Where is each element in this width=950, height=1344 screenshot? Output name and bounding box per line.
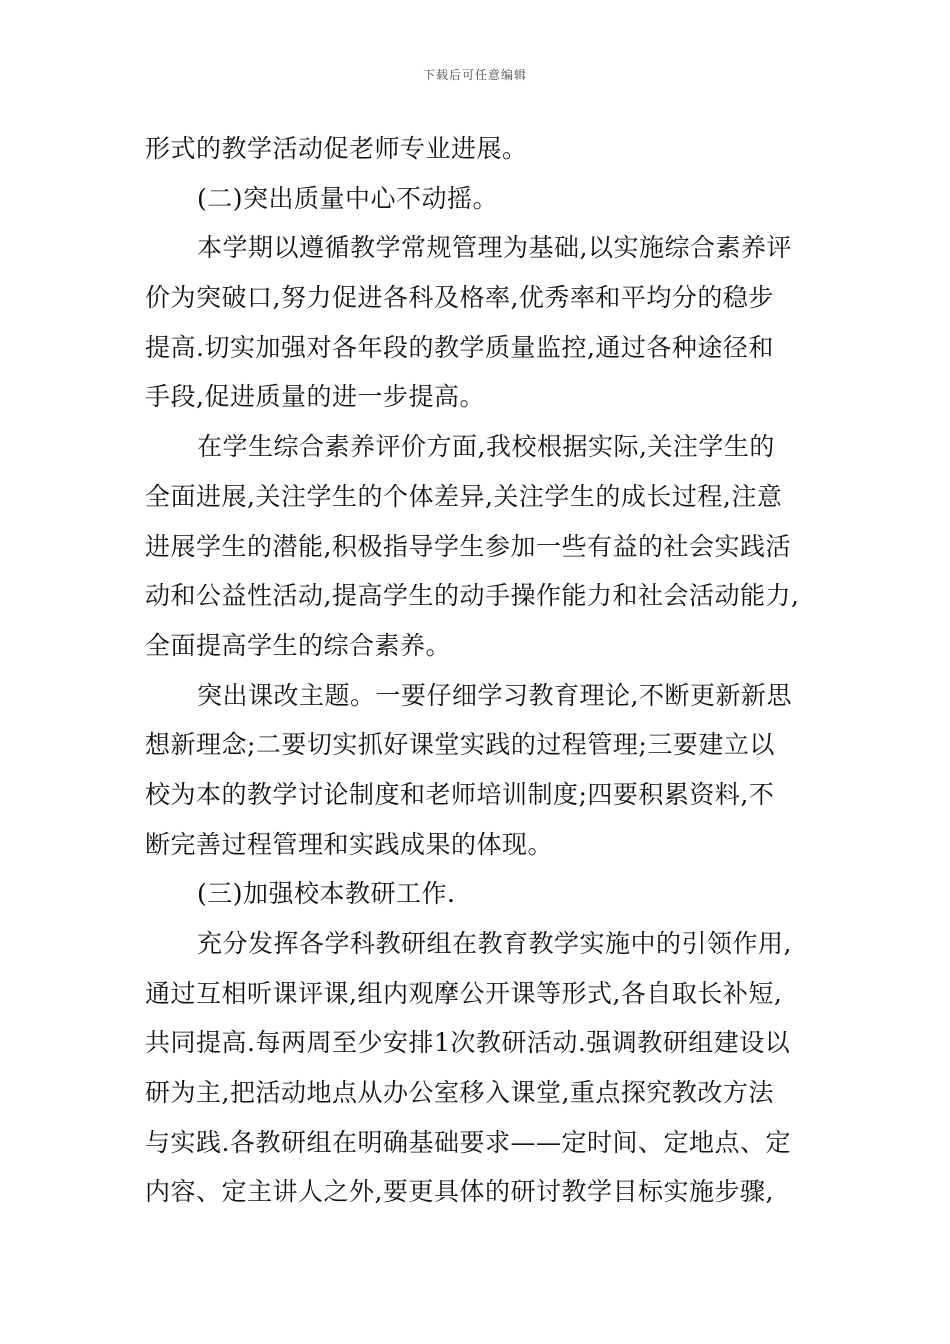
text-line: 研为主,把活动地点从办公室移入课堂,重点探究教改方法	[145, 1078, 774, 1108]
paragraph-start-line: 本学期以遵循教学常规管理为基础,以实施综合素养评	[197, 233, 792, 263]
document-body	[145, 124, 813, 1217]
text-line: 全面提高学生的综合素养。	[145, 630, 452, 660]
text-line: 想新理念;二要切实抓好课堂实践的过程管理;三要建立以	[145, 730, 775, 760]
text-line: 价为突破口,努力促进各科及格率,优秀率和平均分的稳步	[145, 283, 774, 313]
text-line: 进展学生的潜能,积极指导学生参加一些有益的社会实践活	[145, 531, 791, 561]
paragraph-start-line: 突出课改主题。一要仔细学习教育理论,不断更新新思	[197, 680, 792, 710]
text-line: 形式的教学活动促老师专业进展。	[145, 134, 528, 163]
paragraph-start-line: 在学生综合素养评价方面,我校根据实际,关注学生的	[197, 432, 775, 462]
text-line: 共同提高.每两周至少安排1次教研活动.强调教研组建设以	[145, 1028, 791, 1058]
text-line: 手段,促进质量的进一步提高。	[145, 382, 485, 412]
text-line: 全面进展,关注学生的个体差异,关注学生的成长过程,注意	[145, 481, 783, 511]
text-line: 校为本的教学讨论制度和老师培训制度;四要积累资料,不	[145, 779, 775, 809]
section-heading: (三)加强校本教研工作.	[197, 879, 456, 909]
text-line: 断完善过程管理和实践成果的体现。	[145, 829, 554, 859]
text-line: 通过互相听课评课,组内观摩公开课等形式,各自取长补短,	[145, 978, 783, 1008]
text-line: 提高.切实加强对各年段的教学质量监控,通过各种途径和	[145, 332, 774, 362]
text-line: 内容、定主讲人之外,要更具体的研讨教学目标实施步骤,	[145, 1177, 774, 1207]
page-header: 下载后可任意编辑	[422, 68, 527, 82]
section-heading: (二)突出质量中心不动摇。	[197, 183, 499, 213]
text-line: 动和公益性活动,提高学生的动手操作能力和社会活动能力,	[145, 581, 800, 611]
text-line: 与实践.各教研组在明确基础要求——定时间、定地点、定	[145, 1127, 791, 1157]
paragraph-start-line: 充分发挥各学科教研组在教育教学实施中的引领作用,	[197, 929, 792, 958]
